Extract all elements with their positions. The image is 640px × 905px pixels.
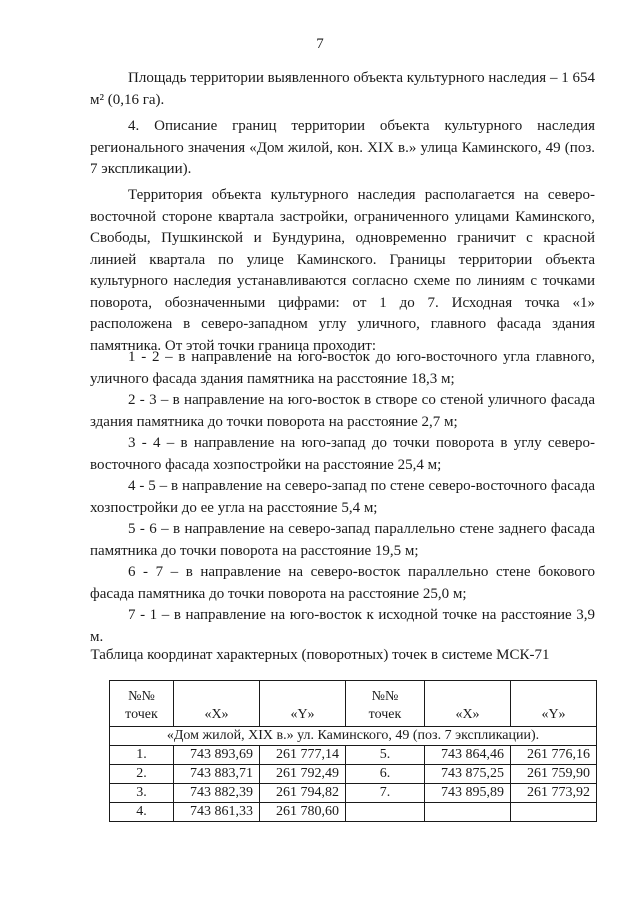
page-number: 7 xyxy=(316,36,324,52)
point-number-cell: 6. xyxy=(346,765,425,784)
header-y-right: «Y» xyxy=(511,681,597,727)
table-row xyxy=(110,784,597,803)
table-row xyxy=(110,765,597,784)
point-number-cell: 4. xyxy=(110,803,174,822)
y-coordinate-cell: 261 773,92 xyxy=(511,784,597,803)
header-num-label: точек xyxy=(368,707,402,722)
point-number-cell xyxy=(346,803,425,822)
x-coordinate-cell: 743 883,71 xyxy=(174,765,260,784)
table-object-row xyxy=(110,727,597,746)
header-point-number-right xyxy=(346,681,425,727)
x-coordinate-cell: 743 882,39 xyxy=(174,784,260,803)
point-number-cell: 7. xyxy=(346,784,425,803)
point-number-cell: 2. xyxy=(110,765,174,784)
paragraph-segment-2-3: 2 - 3 – в направление на юго-восток в створе со стеной уличного фасада здания памятника до точки поворота на расстояние 2,7 м; xyxy=(90,392,595,430)
paragraph-segment-6-7: 6 - 7 – в направление на северо-восток параллельно стене бокового фасада памятника до точки поворота на расстояние 25,0 м; xyxy=(90,564,595,602)
header-num-label: точек xyxy=(125,707,158,722)
paragraph-segment-3-4: 3 - 4 – в направление на юго-запад до точки поворота в углу северо-восточного фасада хозпостройки на расстояние 25,4 м; xyxy=(90,435,595,473)
y-coordinate-cell: 261 776,16 xyxy=(511,746,597,765)
x-coordinate-cell: 743 861,33 xyxy=(174,803,260,822)
paragraph-territory-description: Территория объекта культурного наследия располагается на северо-восточной стороне квартала застройки, ограниченного улицами Каминского, Свободы, Пушкинской и Бундурина, одновременно граничит с красной линией квартала по улице Каминского. Границы территории объекта культурного наследия устанавливаются согласно схеме по линиям с точками поворота, обозначенными цифрами: от 1 до 7. Исходная точка «1» расположена в северо-западном углу уличного, главного фасада здания памятника. От этой точки граница проходит: xyxy=(90,187,595,354)
table-header-row xyxy=(110,681,597,727)
coordinates-table xyxy=(109,680,597,822)
header-x-right: «X» xyxy=(425,681,511,727)
header-num-symbol: №№ xyxy=(371,689,399,704)
paragraph-section-4: 4. Описание границ территории объекта культурного наследия регионального значения «Дом жилой, кон. XIX в.» улица Каминского, 49 (поз. 7 экспликации). xyxy=(90,118,595,177)
y-coordinate-cell: 261 794,82 xyxy=(260,784,346,803)
x-coordinate-cell: 743 875,25 xyxy=(425,765,511,784)
paragraph-area-text: Площадь территории выявленного объекта культурного наследия – 1 654 м² (0,16 га). xyxy=(90,70,595,108)
table-title: Таблица координат характерных (поворотных) точек в системе МСК-71 xyxy=(90,647,550,663)
y-coordinate-cell: 261 759,90 xyxy=(511,765,597,784)
y-coordinate-cell: 261 792,49 xyxy=(260,765,346,784)
point-number-cell: 5. xyxy=(346,746,425,765)
point-number-cell: 3. xyxy=(110,784,174,803)
header-y-left: «Y» xyxy=(260,681,346,727)
paragraph-area xyxy=(90,68,595,111)
y-coordinate-cell xyxy=(511,803,597,822)
header-point-number-left xyxy=(110,681,174,727)
y-coordinate-cell: 261 780,60 xyxy=(260,803,346,822)
object-name-cell: «Дом жилой, XIX в.» ул. Каминского, 49 (поз. 7 экспликации). xyxy=(110,727,597,746)
x-coordinate-cell: 743 895,89 xyxy=(425,784,511,803)
x-coordinate-cell xyxy=(425,803,511,822)
table-row xyxy=(110,803,597,822)
x-coordinate-cell: 743 893,69 xyxy=(174,746,260,765)
paragraph-segment-5-6: 5 - 6 – в направление на северо-запад параллельно стене заднего фасада памятника до точки поворота на расстояние 19,5 м; xyxy=(90,521,595,559)
y-coordinate-cell: 261 777,14 xyxy=(260,746,346,765)
header-x-left: «X» xyxy=(174,681,260,727)
header-num-symbol: №№ xyxy=(128,689,155,704)
point-number-cell: 1. xyxy=(110,746,174,765)
paragraph-segment-7-1: 7 - 1 – в направление на юго-восток к исходной точке на расстояние 3,9 м. xyxy=(90,607,595,645)
paragraph-segment-4-5: 4 - 5 – в направление на северо-запад по стене северо-восточного фасада хозпостройки до ее угла на расстояние 5,4 м; xyxy=(90,478,595,516)
table-row xyxy=(110,746,597,765)
paragraph-segment-1-2: 1 - 2 – в направление на юго-восток до юго-восточного угла главного, уличного фасада здания памятника на расстояние 18,3 м; xyxy=(90,349,595,387)
x-coordinate-cell: 743 864,46 xyxy=(425,746,511,765)
